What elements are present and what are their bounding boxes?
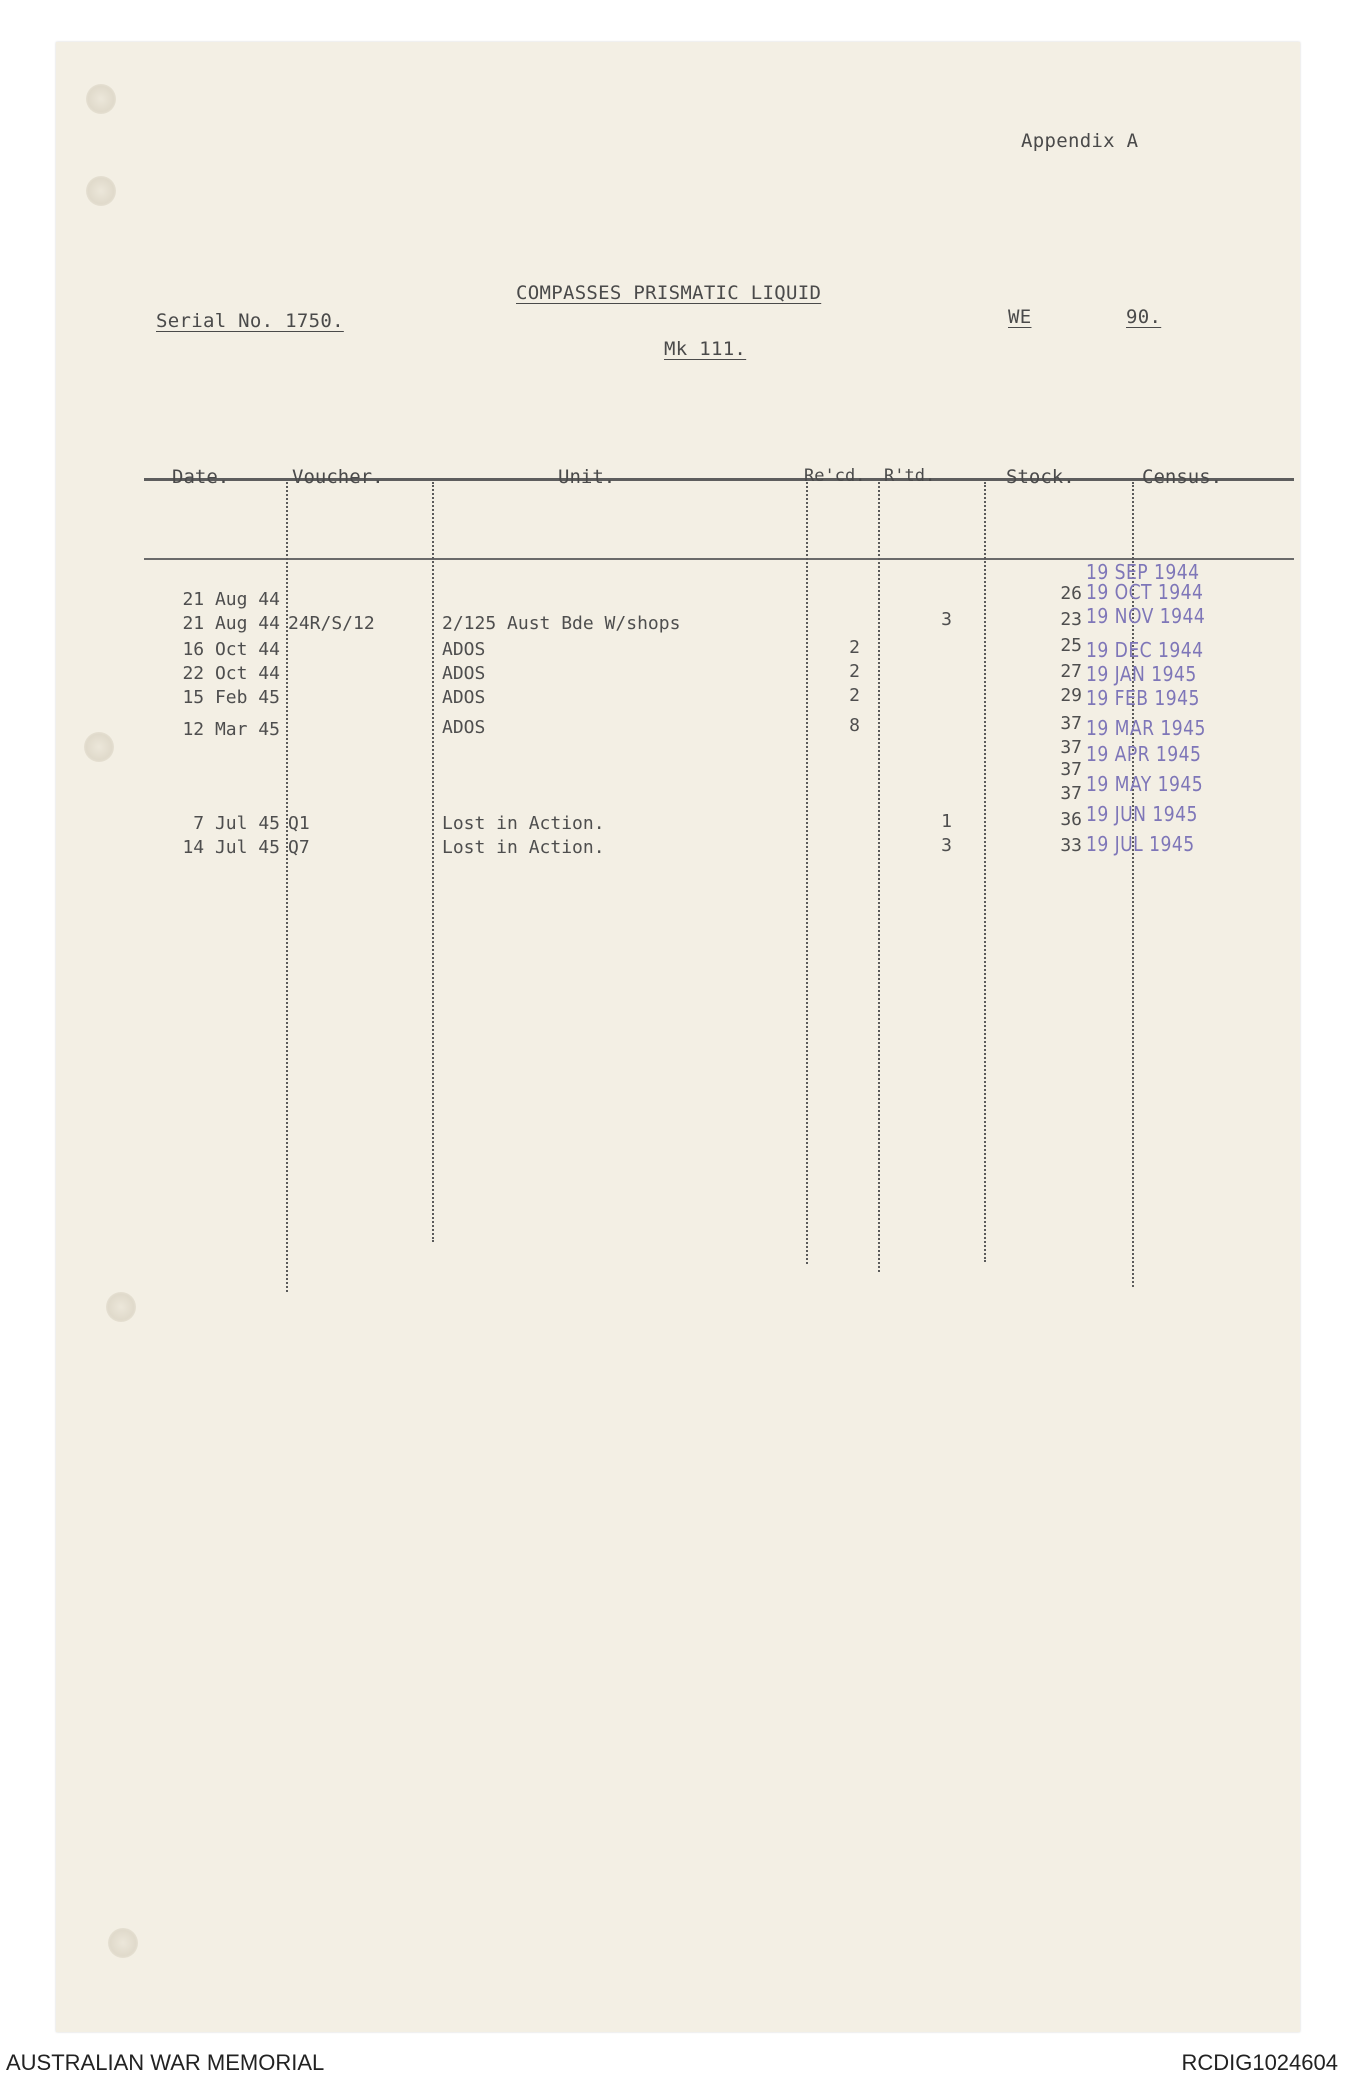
cell-stock: 37 [1060, 783, 1082, 804]
header-voucher: Voucher. [292, 466, 384, 488]
header-unit: Unit. [558, 466, 616, 488]
cell-voucher: Q7 [288, 837, 310, 858]
census-stamp: 19 NOV 1944 [1086, 604, 1206, 628]
cell-date: 7 Jul 45 [193, 813, 280, 834]
census-stamp: 19 SEP 1944 [1086, 560, 1200, 584]
cell-unit: ADOS [442, 687, 486, 708]
header-received: Re'cd. [804, 466, 866, 486]
header-date: Date. [172, 466, 230, 488]
cell-received: 2 [849, 637, 860, 658]
cell-received: 8 [849, 715, 860, 736]
census-stamp: 19 JUL 1945 [1086, 832, 1195, 856]
cell-unit: 2/125 Aust Bde W/shops [442, 613, 681, 634]
punch-hole-mark [86, 176, 116, 206]
punch-hole-mark [84, 732, 114, 762]
census-stamp: 19 MAY 1945 [1086, 772, 1204, 796]
cell-unit: ADOS [442, 663, 486, 684]
cell-unit: ADOS [442, 717, 486, 738]
cell-unit: Lost in Action. [442, 837, 605, 858]
header-stock: Stock. [1006, 466, 1075, 488]
cell-stock: 23 [1060, 609, 1082, 630]
we-value: 90. [1126, 306, 1162, 328]
column-divider [286, 482, 288, 1292]
cell-stock: 37 [1060, 737, 1082, 758]
cell-unit: Lost in Action. [442, 813, 605, 834]
cell-returned: 3 [941, 835, 952, 856]
cell-stock: 26 [1060, 583, 1082, 604]
punch-hole-mark [108, 1928, 138, 1958]
punch-hole-mark [86, 84, 116, 114]
punch-hole-mark [106, 1292, 136, 1322]
cell-date: 12 Mar 45 [182, 719, 280, 740]
cell-stock: 37 [1060, 759, 1082, 780]
census-stamp: 19 OCT 1944 [1086, 580, 1204, 604]
cell-returned: 3 [941, 609, 952, 630]
cell-stock: 25 [1060, 635, 1082, 656]
cell-received: 2 [849, 685, 860, 706]
cell-stock: 36 [1060, 809, 1082, 830]
document-title: COMPASSES PRISMATIC LIQUID [516, 282, 822, 304]
header-returned: R'td. [884, 466, 936, 486]
census-stamp: 19 JAN 1945 [1086, 662, 1197, 686]
header-census: Census. [1142, 466, 1223, 488]
cell-date: 21 Aug 44 [182, 589, 280, 610]
cell-date: 14 Jul 45 [182, 837, 280, 858]
census-stamp: 19 FEB 1945 [1086, 686, 1200, 710]
cell-voucher: Q1 [288, 813, 310, 834]
census-stamp: 19 MAR 1945 [1086, 716, 1206, 740]
column-divider [432, 482, 434, 1242]
census-stamp: 19 DEC 1944 [1086, 638, 1204, 662]
cell-stock: 33 [1060, 835, 1082, 856]
cell-stock: 29 [1060, 685, 1082, 706]
column-divider [806, 482, 808, 1264]
cell-date: 16 Oct 44 [182, 639, 280, 660]
serial-number: Serial No. 1750. [156, 310, 344, 332]
appendix-label: Appendix A [1021, 130, 1139, 152]
cell-date: 15 Feb 45 [182, 687, 280, 708]
cell-returned: 1 [941, 811, 952, 832]
column-divider [984, 482, 986, 1262]
we-label: WE [1008, 306, 1032, 328]
cell-date: 22 Oct 44 [182, 663, 280, 684]
cell-stock: 37 [1060, 713, 1082, 734]
document-subtitle: Mk 111. [664, 338, 747, 360]
cell-received: 2 [849, 661, 860, 682]
census-stamp: 19 JUN 1945 [1086, 802, 1198, 826]
footer-id: RCDIG1024604 [1181, 2050, 1338, 2075]
footer-source: AUSTRALIAN WAR MEMORIAL [6, 2050, 325, 2075]
cell-date: 21 Aug 44 [182, 613, 280, 634]
cell-voucher: 24R/S/12 [288, 613, 375, 634]
cell-unit: ADOS [442, 639, 486, 660]
census-stamp: 19 APR 1945 [1086, 742, 1202, 766]
column-divider [878, 482, 880, 1272]
cell-stock: 27 [1060, 661, 1082, 682]
